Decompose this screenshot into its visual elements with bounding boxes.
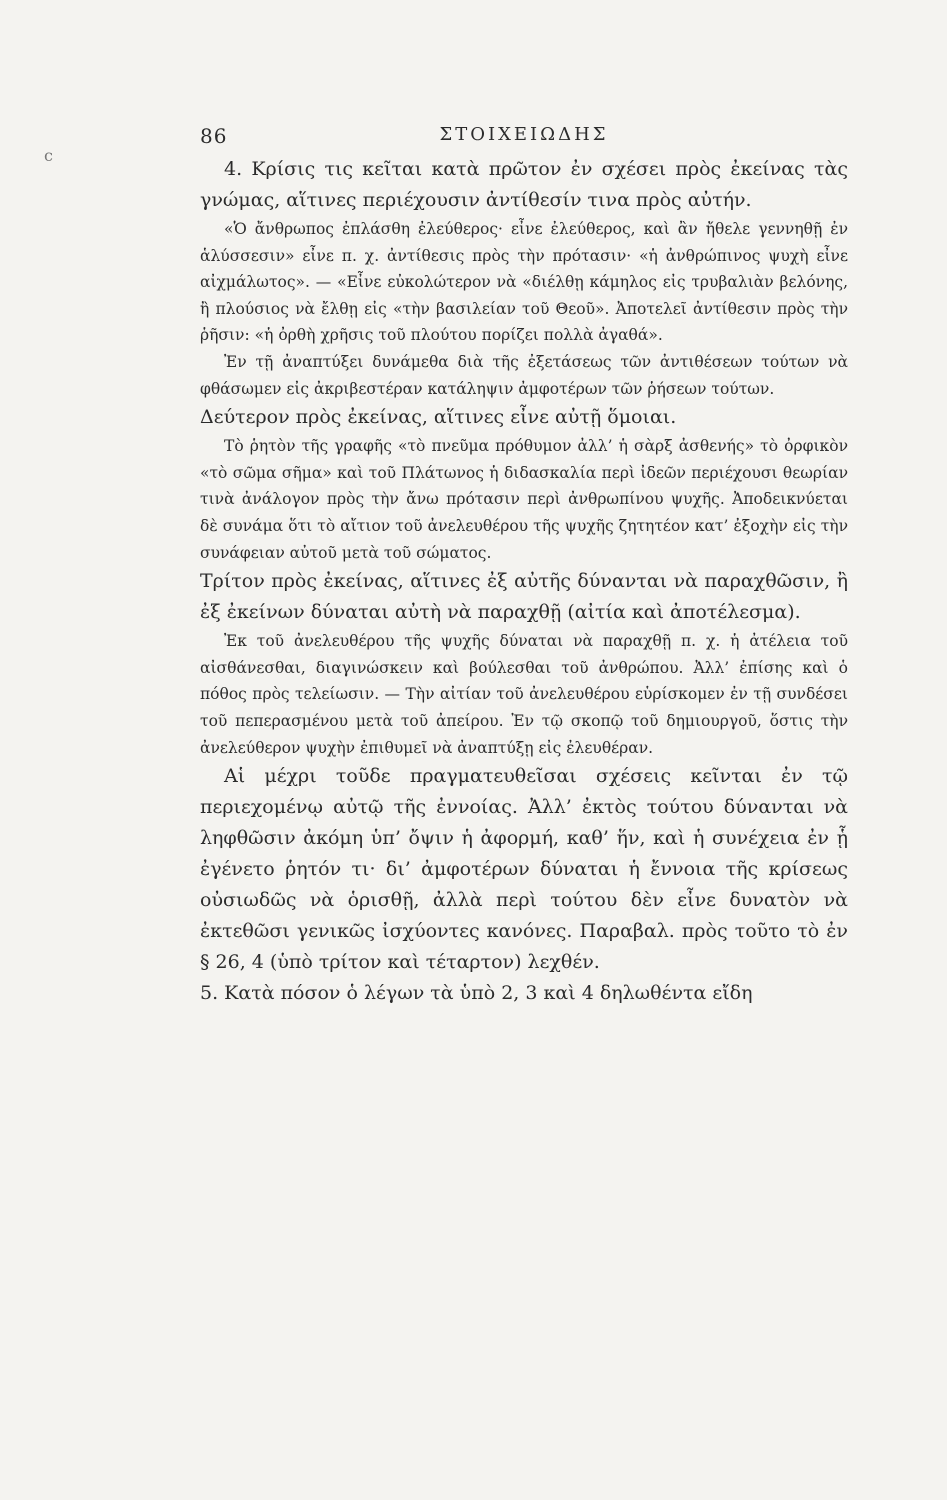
paragraph-point-5: 5. Κατὰ πόσον ὁ λέγων τὰ ὑπὸ 2, 3 καὶ 4 δηλωθέντα εἴδη <box>200 982 753 1005</box>
paragraph-development: Ἐν τῇ ἀναπτύξει δυνάμεθα διὰ τῆς ἐξετάσεως τῶν ἀντιθέσεων τούτων νὰ φθάσωμεν εἰς ἀκριβεστέραν κατάληψιν ἀμφοτέρων τῶν ῥήσεων τούτων. <box>200 352 848 398</box>
running-title: ΣΤΟΙΧΕΙΩΔΗΣ <box>439 124 609 145</box>
paragraph-example-cause: Ἐκ τοῦ ἀνελευθέρου τῆς ψυχῆς δύναται νὰ παραχθῇ π. χ. ἡ ἀτέλεια τοῦ αἰσθάνεσθαι, διαγινώσκειν καὶ βούλεσθαι τοῦ ἀνθρώπου. Ἀλλ’ ἐπίσης καὶ ὁ πόθος πρὸς τελείωσιν. — Τὴν αἰτίαν τοῦ ἀνελευθέρου εὑρίσκομεν ἐν τῇ συνδέσει τοῦ πεπερασμένου μετὰ τοῦ ἀπείρου. Ἐν τῷ σκοπῷ τοῦ δημιουργοῦ, ὅστις τὴν ἀνελεύθερον ψυχὴν ἐπιθυμεῖ νὰ ἀναπτύξῃ εἰς ἐλευθέραν. <box>200 632 848 757</box>
paragraph-example-antithesis: «Ὁ ἄνθρωπος ἐπλάσθη ἐλεύθερος· εἶνε ἐλεύθερος, καὶ ἂν ἤθελε γεννηθῇ ἐν ἁλύσσεσιν» εἶνε π. χ. ἀντίθεσις πρὸς τὴν πρότασιν· «ἡ ἀνθρώπινος ψυχὴ εἶνε αἰχμάλωτος». — «Εἶνε εὐκολώτερον νὰ «διέλθῃ κάμηλος εἰς τρυβαλιὰν βελόνης, ἢ πλούσιος νὰ ἔλθῃ εἰς «τὴν βασιλείαν τοῦ Θεοῦ». Ἀποτελεῖ ἀντίθεσιν πρὸς τὴν ῥῆσιν: «ἡ ὀρθὴ χρῆσις τοῦ πλούτου πορίζει πολλὰ ἀγαθά». <box>200 220 848 345</box>
page-header <box>200 124 848 154</box>
margin-mark: ϲ <box>44 146 53 165</box>
paragraph-relations: Αἱ μέχρι τοῦδε πραγματευθεῖσαι σχέσεις κεῖνται ἐν τῷ περιεχομένῳ αὐτῷ τῆς ἐννοίας. Ἀλλ’ ἐκτὸς τούτου δύνανται νὰ ληφθῶσιν ἀκόμη ὑπ’ ὄψιν ἡ ἀφορμή, καθ’ ἥν, καὶ ἡ συνέχεια ἐν ᾗ ἐγένετο ῥητόν τι· δι’ ἀμφοτέρων δύναται ἡ ἔννοια τῆς κρίσεως οὐσιωδῶς νὰ ὁρισθῇ, ἀλλὰ περὶ τούτου δὲν εἶνε δυνατὸν νὰ ἐκτεθῶσι γενικῶς ἰσχύοντες κανόνες. Παραβαλ. πρὸς τοῦτο τὸ ἐν § 26, 4 (ὑπὸ τρίτον καὶ τέταρτον) λεχθέν. <box>200 765 848 974</box>
paragraph-point-4: 4. Κρίσις τις κεῖται κατὰ πρῶτον ἐν σχέσει πρὸς ἐκείνας τὰς γνώμας, αἵτινες περιέχουσιν ἀντίθεσίν τινα πρὸς αὐτήν. <box>200 158 848 211</box>
paragraph-third: Τρίτον πρὸς ἐκείνας, αἵτινες ἐξ αὐτῆς δύνανται νὰ παραχθῶσιν, ἢ ἐξ ἐκείνων δύναται αὐτὴ νὰ παραχθῇ (αἰτία καὶ ἀποτέλεσμα). <box>200 570 848 624</box>
paragraph-second: Δεύτερον πρὸς ἐκείνας, αἵτινες εἶνε αὐτῇ ὅμοιαι. <box>200 406 677 429</box>
paragraph-example-similar: Τὸ ῥητὸν τῆς γραφῆς «τὸ πνεῦμα πρόθυμον ἀλλ’ ἡ σὰρξ ἀσθενής» τὸ ὀρφικὸν «τὸ σῶμα σῆμα» καὶ τοῦ Πλάτωνος ἡ διδασκαλία περὶ ἰδεῶν περιέχουσι θεωρίαν τινὰ ἀνάλογον πρὸς τὴν ἄνω πρότασιν περὶ ἀνθρωπίνου ψυχῆς. Ἀποδεικνύεται δὲ συνάμα ὅτι τὸ αἴτιον τοῦ ἀνελευθέρου τῆς ψυχῆς ζητητέον κατ’ ἐξοχὴν εἰς τὴν συνάφειαν αὐτοῦ μετὰ τοῦ σώματος. <box>200 437 848 562</box>
body-text <box>200 154 848 1009</box>
page-number: 86 <box>200 124 228 148</box>
